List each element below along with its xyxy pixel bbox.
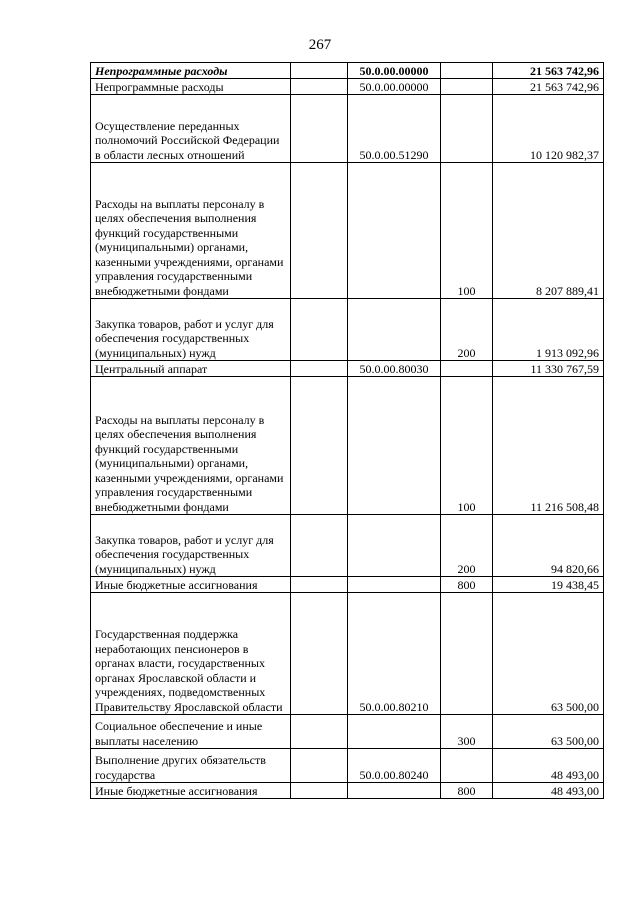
table-row bbox=[91, 593, 604, 715]
row-target-code bbox=[348, 577, 441, 593]
table-row bbox=[91, 163, 604, 299]
empty-cell bbox=[291, 515, 348, 577]
table-row bbox=[91, 749, 604, 783]
row-expense-type bbox=[441, 79, 493, 95]
row-target-code: 50.0.00.80210 bbox=[348, 593, 441, 715]
row-expense-type bbox=[441, 749, 493, 783]
empty-cell bbox=[291, 593, 348, 715]
row-target-code: 50.0.00.00000 bbox=[348, 63, 441, 79]
row-name: Закупка товаров, работ и услуг для обеспечения государственных (муниципальных) нужд bbox=[91, 515, 291, 577]
table-row bbox=[91, 577, 604, 593]
empty-cell bbox=[291, 163, 348, 299]
empty-cell bbox=[291, 79, 348, 95]
row-expense-type: 800 bbox=[441, 783, 493, 799]
row-name: Закупка товаров, работ и услуг для обеспечения государственных (муниципальных) нужд bbox=[91, 299, 291, 361]
empty-cell bbox=[291, 95, 348, 163]
row-target-code bbox=[348, 377, 441, 515]
row-name: Центральный аппарат bbox=[91, 361, 291, 377]
row-amount: 1 913 092,96 bbox=[493, 299, 604, 361]
row-name: Иные бюджетные ассигнования bbox=[91, 783, 291, 799]
row-expense-type: 300 bbox=[441, 715, 493, 749]
row-expense-type: 800 bbox=[441, 577, 493, 593]
page-number: 267 bbox=[308, 37, 332, 53]
row-name: Социальное обеспечение и иные выплаты населению bbox=[91, 715, 291, 749]
row-target-code bbox=[348, 515, 441, 577]
row-target-code: 50.0.00.51290 bbox=[348, 95, 441, 163]
row-expense-type bbox=[441, 593, 493, 715]
empty-cell bbox=[291, 577, 348, 593]
row-target-code bbox=[348, 783, 441, 799]
table-row bbox=[91, 63, 604, 79]
row-target-code bbox=[348, 299, 441, 361]
row-amount: 21 563 742,96 bbox=[493, 63, 604, 79]
row-name: Государственная поддержка неработающих пенсионеров в органах власти, государственных органах Ярославской области и учреждениях, подведомственных Правительству Ярославской области bbox=[91, 593, 291, 715]
empty-cell bbox=[291, 715, 348, 749]
empty-cell bbox=[291, 361, 348, 377]
row-target-code bbox=[348, 163, 441, 299]
table-row bbox=[91, 361, 604, 377]
row-amount: 21 563 742,96 bbox=[493, 79, 604, 95]
row-target-code: 50.0.00.00000 bbox=[348, 79, 441, 95]
row-target-code bbox=[348, 715, 441, 749]
empty-cell bbox=[291, 783, 348, 799]
empty-cell bbox=[291, 377, 348, 515]
row-target-code: 50.0.00.80030 bbox=[348, 361, 441, 377]
row-name: Непрограммные расходы bbox=[91, 79, 291, 95]
row-expense-type: 200 bbox=[441, 299, 493, 361]
row-name: Выполнение других обязательств государства bbox=[91, 749, 291, 783]
row-amount: 10 120 982,37 bbox=[493, 95, 604, 163]
row-expense-type bbox=[441, 361, 493, 377]
row-amount: 19 438,45 bbox=[493, 577, 604, 593]
table-row bbox=[91, 715, 604, 749]
table-row bbox=[91, 515, 604, 577]
table-row bbox=[91, 95, 604, 163]
row-amount: 48 493,00 bbox=[493, 749, 604, 783]
row-amount: 63 500,00 bbox=[493, 715, 604, 749]
empty-cell bbox=[291, 749, 348, 783]
table-row bbox=[91, 79, 604, 95]
row-amount: 11 330 767,59 bbox=[493, 361, 604, 377]
table-row bbox=[91, 377, 604, 515]
row-expense-type: 100 bbox=[441, 377, 493, 515]
empty-cell bbox=[291, 63, 348, 79]
row-name: Осуществление переданных полномочий Российской Федерации в области лесных отношений bbox=[91, 95, 291, 163]
row-expense-type bbox=[441, 63, 493, 79]
row-name: Расходы на выплаты персоналу в целях обеспечения выполнения функций государственными (муниципальными) органами, казенными учреждениями, органами управления государственными внебюджетными фондами bbox=[91, 163, 291, 299]
row-name: Непрограммные расходы bbox=[91, 63, 291, 79]
table-row bbox=[91, 783, 604, 799]
row-amount: 94 820,66 bbox=[493, 515, 604, 577]
row-expense-type bbox=[441, 95, 493, 163]
row-name: Расходы на выплаты персоналу в целях обеспечения выполнения функций государственными (муниципальными) органами, казенными учреждениями, органами управления государственными внебюджетными фондами bbox=[91, 377, 291, 515]
budget-table bbox=[90, 62, 604, 799]
row-target-code: 50.0.00.80240 bbox=[348, 749, 441, 783]
row-expense-type: 100 bbox=[441, 163, 493, 299]
table-row bbox=[91, 299, 604, 361]
row-amount: 11 216 508,48 bbox=[493, 377, 604, 515]
row-amount: 48 493,00 bbox=[493, 783, 604, 799]
row-name: Иные бюджетные ассигнования bbox=[91, 577, 291, 593]
row-expense-type: 200 bbox=[441, 515, 493, 577]
row-amount: 63 500,00 bbox=[493, 593, 604, 715]
empty-cell bbox=[291, 299, 348, 361]
row-amount: 8 207 889,41 bbox=[493, 163, 604, 299]
